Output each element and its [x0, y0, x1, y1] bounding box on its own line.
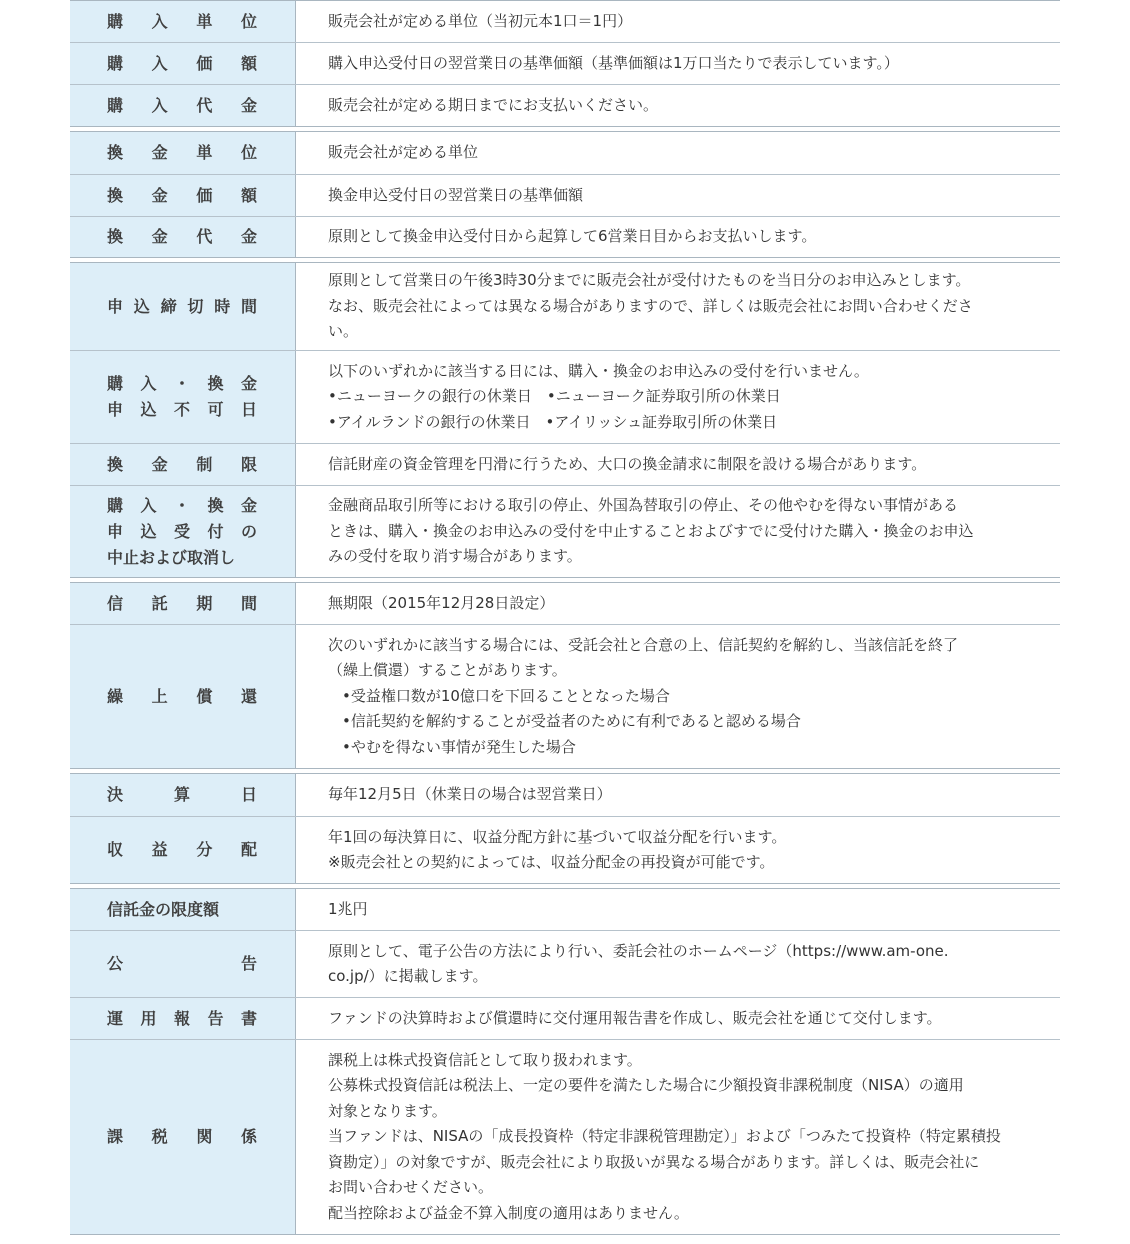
- row-value-line: 販売会社が定める単位（当初元本1口＝1円）: [328, 11, 633, 30]
- row-value-cell: [296, 817, 1060, 883]
- row-value-line: 資勘定）」の対象ですが、販売会社により取扱いが異なる場合があります。詳しくは、販売会社に: [328, 1152, 980, 1171]
- row-label-cell: [70, 263, 296, 350]
- row-value-line: 公募株式投資信託は税法上、一定の要件を満たした場合に少額投資非課税制度（NISA）の適用: [328, 1076, 964, 1095]
- row-value-cell: [296, 85, 1060, 126]
- row-value-line: 購入申込受付日の翌営業日の基準価額（基準価額は1万口当たりで表示しています。）: [328, 53, 899, 72]
- row-value-line: 無期限（2015年12月28日設定）: [328, 593, 555, 612]
- row-label-cell: [70, 132, 296, 174]
- row-value-line: （繰上償還）することがあります。: [328, 661, 567, 680]
- row-label-cell: [70, 998, 296, 1039]
- row-value-line: 販売会社が定める期日までにお支払いください。: [328, 95, 659, 114]
- row-value-cell: [296, 351, 1060, 443]
- row-value-cell: [296, 444, 1060, 485]
- row-label: 換金制限: [107, 454, 257, 474]
- row-value-line: 以下のいずれかに該当する日には、購入・換金のお申込みの受付を行いません。: [328, 361, 869, 380]
- table-row: [70, 443, 1060, 485]
- row-value-line: なお、販売会社によっては異なる場合がありますので、詳しくは販売会社にお問い合わせくださ: [328, 296, 973, 315]
- row-value-cell: [296, 998, 1060, 1039]
- row-label-cell: [70, 351, 296, 443]
- table-row: [70, 84, 1060, 126]
- row-value-line: •信託契約を解約することが受益者のために有利であると認める場合: [342, 712, 801, 731]
- row-label-cell: [70, 583, 296, 624]
- row-label-cell: [70, 1, 296, 42]
- table-row: [70, 263, 1060, 350]
- table-section: [70, 582, 1060, 769]
- row-value-line: •やむを得ない事情が発生した場合: [342, 737, 576, 756]
- row-value-cell: [296, 263, 1060, 350]
- row-value-line: 原則として換金申込受付日から起算して6営業日目からお支払いします。: [328, 227, 817, 246]
- row-label: 中止および取消し: [107, 547, 236, 567]
- table-row: [70, 930, 1060, 997]
- table-row: [70, 774, 1060, 816]
- row-value-line: 原則として営業日の午後3時30分までに販売会社が受付けたものを当日分のお申込みとします。: [328, 271, 971, 290]
- row-value-line: 当ファンドは、NISAの「成長投資枠（特定非課税管理勘定）」および「つみたて投資枠（特定累積投: [328, 1127, 1001, 1146]
- table-row: [70, 889, 1060, 930]
- row-label-cell: [70, 625, 296, 768]
- row-value-cell: [296, 583, 1060, 624]
- row-value-cell: [296, 132, 1060, 174]
- row-label: 申込不可日: [107, 400, 257, 419]
- row-label: 換金単位: [107, 143, 257, 162]
- row-value-cell: [296, 625, 1060, 768]
- row-label-cell: [70, 889, 296, 930]
- row-value-cell: [296, 217, 1060, 257]
- row-label-cell: [70, 217, 296, 257]
- row-value-line: 金融商品取引所等における取引の停止、外国為替取引の停止、その他やむを得ない事情がある: [328, 496, 959, 515]
- row-value-line: ※販売会社との契約によっては、収益分配金の再投資が可能です。: [328, 853, 775, 871]
- row-value-line: 信託財産の資金管理を円滑に行うため、大口の換金請求に制限を設ける場合があります。: [328, 454, 927, 473]
- row-label: 申込受付の: [107, 521, 257, 541]
- row-label-cell: [70, 1040, 296, 1234]
- row-label: 運用報告書: [107, 1008, 257, 1028]
- row-value-line: •ニューヨークの銀行の休業日 •ニューヨーク証券取引所の休業日: [328, 387, 781, 406]
- row-value-line: 課税上は株式投資信託として取り扱われます。: [328, 1050, 642, 1069]
- table-row: [70, 42, 1060, 84]
- row-value-line: 年1回の毎決算日に、収益分配方針に基づいて収益分配を行います。: [328, 827, 787, 846]
- row-value-line: ファンドの決算時および償還時に交付運用報告書を作成し、販売会社を通じて交付します。: [328, 1008, 942, 1027]
- row-label: 繰上償還: [107, 686, 257, 706]
- row-label: 購入代金: [107, 95, 257, 115]
- table-row: [70, 997, 1060, 1039]
- row-label-cell: [70, 486, 296, 577]
- row-label: 決算日: [107, 785, 257, 804]
- table-section: [70, 131, 1060, 258]
- table-row: [70, 485, 1060, 577]
- row-label: 購入・換金: [107, 495, 257, 515]
- row-value-cell: [296, 175, 1060, 216]
- table-section: [70, 262, 1060, 578]
- row-label: 購入単位: [107, 11, 257, 31]
- row-label: 信託金の限度額: [107, 899, 220, 919]
- fund-terms-table: [70, 0, 1060, 1235]
- table-section: [70, 773, 1060, 884]
- table-row: [70, 174, 1060, 216]
- row-value-line: 1兆円: [328, 899, 368, 918]
- table-row: [70, 1, 1060, 42]
- row-label: 申込締切時間: [107, 296, 257, 316]
- table-row: [70, 216, 1060, 257]
- row-value-cell: [296, 486, 1060, 577]
- row-value-line: •アイルランドの銀行の休業日 •アイリッシュ証券取引所の休業日: [328, 412, 778, 431]
- row-value-line: 対象となります。: [328, 1101, 447, 1120]
- row-value-cell: [296, 931, 1060, 997]
- row-value-line: お問い合わせください。: [328, 1178, 494, 1197]
- row-value-line: 次のいずれかに該当する場合には、受託会社と合意の上、信託契約を解約し、当該信託を終了: [328, 635, 959, 654]
- table-row: [70, 1039, 1060, 1234]
- row-label: 課税関係: [107, 1127, 257, 1146]
- row-label-cell: [70, 774, 296, 816]
- row-value-line: ときは、購入・換金のお申込みの受付を中止することおよびすでに受付けた購入・換金のお申込: [328, 521, 974, 540]
- row-value-line: みの受付を取り消す場合があります。: [328, 547, 582, 566]
- row-value-line: い。: [328, 322, 359, 341]
- row-label-cell: [70, 931, 296, 997]
- row-value-cell: [296, 43, 1060, 84]
- row-value-line: 配当控除および益金不算入制度の適用はありません。: [328, 1203, 689, 1222]
- table-row: [70, 816, 1060, 883]
- table-row: [70, 624, 1060, 768]
- row-label: 公告: [107, 954, 257, 973]
- row-label: 収益分配: [107, 840, 257, 859]
- row-value-cell: [296, 1040, 1060, 1234]
- row-label: 信託期間: [107, 593, 257, 613]
- table-row: [70, 583, 1060, 624]
- row-label: 購入価額: [107, 53, 257, 73]
- row-value-line: 毎年12月5日（休業日の場合は翌営業日）: [328, 785, 612, 804]
- table-row: [70, 350, 1060, 443]
- row-label-cell: [70, 43, 296, 84]
- row-label-cell: [70, 817, 296, 883]
- row-value-line: •受益権口数が10億口を下回ることとなった場合: [342, 686, 670, 705]
- table-section: [70, 0, 1060, 127]
- row-value-cell: [296, 889, 1060, 930]
- row-label: 換金価額: [107, 185, 257, 205]
- row-label-cell: [70, 175, 296, 216]
- row-label-cell: [70, 444, 296, 485]
- row-value-line: co.jp/）に掲載します。: [328, 967, 488, 985]
- table-section: [70, 888, 1060, 1235]
- row-value-cell: [296, 774, 1060, 816]
- row-value-line: 販売会社が定める単位: [328, 143, 479, 162]
- row-label: 購入・換金: [107, 374, 257, 393]
- row-value-cell: [296, 1, 1060, 42]
- row-value-line: 原則として、電子公告の方法により行い、委託会社のホームページ（https://www.am-one.: [328, 941, 949, 960]
- row-label: 換金代金: [107, 227, 257, 246]
- table-row: [70, 132, 1060, 174]
- row-label-cell: [70, 85, 296, 126]
- row-value-line: 換金申込受付日の翌営業日の基準価額: [328, 185, 584, 204]
